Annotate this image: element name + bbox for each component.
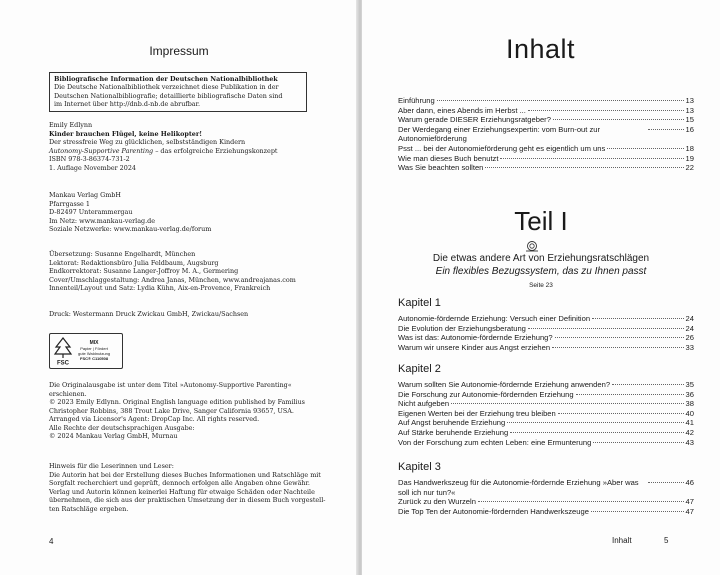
toc-entry[interactable]: Nicht aufgeben 38	[398, 399, 694, 409]
edition: 1. Auflage November 2024	[49, 163, 136, 172]
biblio-line: Die Deutsche Nationalbibliothek verzeichnet diese Publikation in der	[54, 83, 279, 92]
series-rest: – das erfolgreiche Erziehungskonzept	[153, 146, 278, 155]
credit-line: Lektorat: Redaktionsbüro Julia Feldbaum, Augsburg	[49, 258, 219, 267]
chapter-1-toc	[398, 314, 694, 352]
chapter-heading: Kapitel 1	[398, 297, 441, 309]
print-info	[49, 310, 317, 319]
rights-line: Alle Rechte der deutschsprachigen Ausgabe:	[49, 423, 195, 432]
page-number-left: 4	[49, 537, 54, 546]
notice-line: Hinweis für die Leserinnen und Leser:	[49, 462, 174, 470]
notice-line: Die Autorin hat bei der Erstellung dieses Buches Informationen und Ratschläge mit	[49, 470, 321, 479]
series-line	[49, 147, 317, 156]
publisher-info	[49, 191, 317, 234]
fsc-mix: MIX	[89, 340, 99, 346]
toc-entry[interactable]: Die Top Ten der Autonomie-fördernden Handwerkszeuge 47	[398, 506, 694, 516]
toc-entry[interactable]: Auf Stärke beruhende Erziehung 42	[398, 427, 694, 437]
book-subtitle: Der stressfreie Weg zu glücklichen, selbstständigen Kindern	[49, 138, 246, 146]
print-line: Druck: Westermann Druck Zwickau GmbH, Zwickau/Sachsen	[49, 310, 249, 318]
notice-line: Verlag und Autorin können keinerlei Haftung für etwaige Schäden oder Nachteile	[49, 487, 315, 496]
rights-line: erschienen.	[49, 389, 87, 398]
publisher-line: Im Netz: www.mankau-verlag.de	[49, 216, 156, 225]
biblio-line: Deutschen Nationalbibliografie; detaillierte bibliografische Daten sind	[54, 91, 283, 100]
notice-line: Sorgfalt recherchiert und geprüft, dennoch erfolgen alle Angaben ohne Gewähr.	[49, 479, 310, 487]
part-subtitle-block	[362, 253, 720, 278]
toc-entry[interactable]: Was ist das: Autonomie-fördernde Erziehung? 26	[398, 333, 694, 343]
credit-line: Übersetzung: Susanne Engelhardt, München	[49, 250, 196, 258]
chapter-3-toc	[398, 478, 694, 516]
book-title: Kinder brauchen Flügel, keine Helikopter!	[49, 129, 203, 138]
toc-entry[interactable]: Eigenen Werten bei der Erziehung treu bleiben 40	[398, 408, 694, 418]
series-italic: Autonomy-Supportive Parenting	[49, 146, 154, 155]
fsc-code: FSC® C110508	[80, 356, 109, 361]
isbn: ISBN 978-3-86374-731-2	[49, 155, 130, 163]
toc-entry[interactable]: Von der Forschung zum echten Leben: eine Ermunterung 43	[398, 437, 694, 447]
fsc-text	[78, 341, 110, 361]
fsc-tree-icon	[52, 336, 74, 366]
credits	[49, 250, 317, 293]
chapter-2-toc	[398, 380, 694, 447]
left-page	[0, 0, 358, 575]
part-title: Teil I	[514, 206, 568, 236]
toc-entry[interactable]: Autonomie-fördernde Erziehung: Versuch einer Definition 24	[398, 314, 694, 323]
rights-line: Christopher Robbins, 388 Trout Lake Drive, Sanger California 93657, USA.	[49, 406, 294, 415]
toc-entry[interactable]: Aber dann, eines Abends im Herbst ... 13	[398, 105, 694, 115]
toc-entry[interactable]: Die Evolution der Erziehungsberatung 24	[398, 323, 694, 333]
rights-line: Arranged via Licensor's Agent: DropCap Inc. All rights reserved.	[49, 415, 260, 423]
biblio-line: im Internet über http://dnb.d-nb.de abrufbar.	[54, 100, 200, 109]
credit-line: Endkorrektorat: Susanne Langer-Joffroy M. A., Germering	[49, 267, 239, 275]
toc-entry[interactable]: Wie man dieses Buch benutzt 19	[398, 153, 694, 163]
chapter-heading: Kapitel 3	[398, 461, 441, 473]
publisher-line: D-82497 Unterammergau	[49, 208, 133, 216]
rights-line: © 2023 Emily Edlynn. Original English language edition published by Familius	[49, 398, 305, 406]
chapter-heading: Kapitel 2	[398, 363, 441, 375]
toc-entry[interactable]: Die Forschung zur Autonomie-fördernden Erziehung 36	[398, 389, 694, 399]
credit-line: Innenteil/Layout und Satz: Lydia Kühn, Aix-en-Provence, Frankreich	[49, 284, 271, 292]
page-number-right: 5	[664, 536, 669, 545]
fsc-logo	[49, 333, 123, 369]
toc-entry[interactable]: Auf Angst beruhende Erziehung 41	[398, 418, 694, 428]
notice	[49, 462, 326, 513]
rights-line: Die Originalausgabe ist unter dem Titel »Autonomy-Supportive Parenting«	[49, 381, 292, 389]
rights-line: © 2024 Mankau Verlag GmbH, Murnau	[49, 432, 178, 440]
toc-entry[interactable]: Zurück zu den Wurzeln 47	[398, 497, 694, 507]
book-info	[49, 121, 317, 172]
fsc-line: Papier | Fördert	[80, 346, 108, 351]
publisher-line: Mankau Verlag GmbH	[49, 191, 121, 199]
toc-entry[interactable]: Was Sie beachten sollten 22	[398, 163, 694, 173]
footer-label: Inhalt	[612, 536, 632, 545]
toc-entry[interactable]: Warum gerade DIESER Erziehungsratgeber? 15	[398, 115, 694, 125]
biblio-heading: Bibliografische Information der Deutschen Nationalbibliothek	[54, 75, 278, 83]
fsc-line: gute Waldnutzung	[78, 351, 111, 356]
toc-entry[interactable]: Einführung 13	[398, 96, 694, 105]
snail-icon	[525, 240, 539, 252]
impressum-title: Impressum	[149, 44, 209, 58]
credit-line: Cover/Umschlaggestaltung: Andrea Janas, München, www.andreajanas.com	[49, 275, 296, 284]
contents-title: Inhalt	[506, 34, 576, 64]
rights-info	[49, 381, 317, 441]
toc-entry[interactable]: Warum sollten Sie Autonomie-fördernde Erziehung anwenden? 35	[398, 380, 694, 389]
author: Emily Edlynn	[49, 121, 93, 129]
publisher-line: Soziale Netzwerke: www.mankau-verlag.de/forum	[49, 225, 212, 233]
part-subtitle: Die etwas andere Art von Erziehungsratschlägen	[432, 253, 650, 264]
part-subtitle-italic: Ein flexibles Bezugssystem, das zu Ihnen passt	[435, 265, 647, 277]
intro-toc	[398, 96, 694, 173]
right-page	[362, 0, 720, 575]
toc-entry[interactable]: Das Handwerkszeug für die Autonomie-fördernde Erziehung »Aber was soll ich nur tun?« 46	[398, 478, 694, 497]
notice-line: ten Ratschläge ergeben.	[49, 504, 129, 513]
toc-entry[interactable]: Der Werdegang einer Erziehungsexpertin: vom Burn-out zur Autonomieförderung 16	[398, 124, 694, 144]
publisher-line: Pfarrgasse 1	[49, 199, 90, 208]
fsc-mark: FSC	[57, 360, 69, 366]
part-page-label: Seite 23	[529, 282, 553, 289]
notice-line: übernehmen, die sich aus der praktischen Umsetzung der in diesem Buch vorgestell-	[49, 496, 326, 504]
toc-entry[interactable]: Warum wir unsere Kinder aus Angst erziehen 33	[398, 342, 694, 352]
biblio-box	[49, 72, 307, 112]
toc-entry[interactable]: Psst ... bei der Autonomieförderung geht es eigentlich um uns 18	[398, 143, 694, 153]
